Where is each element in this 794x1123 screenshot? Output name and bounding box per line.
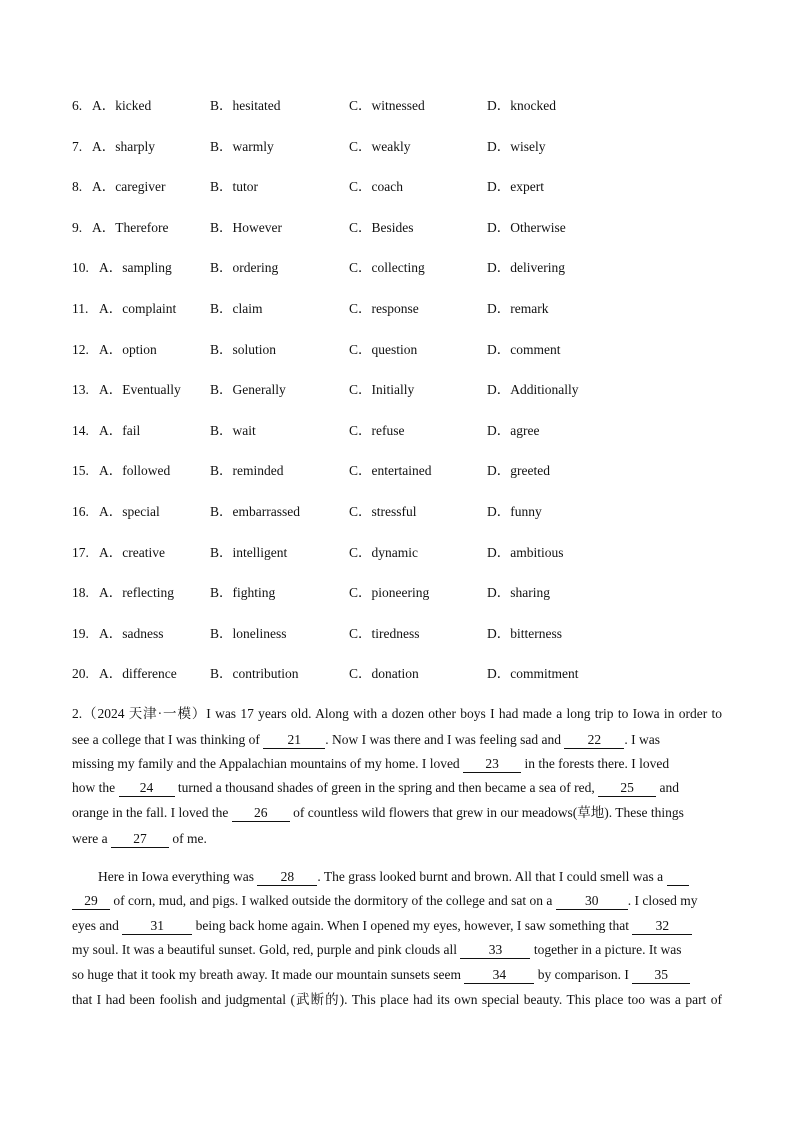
option-row xyxy=(72,461,732,481)
option-d: D．wisely xyxy=(487,138,546,154)
question-number: 13. xyxy=(72,382,89,398)
passage-line xyxy=(72,778,679,798)
question-number: 19. xyxy=(72,625,89,641)
question-number: 17. xyxy=(72,544,89,560)
blank-29: 29 xyxy=(72,893,110,910)
option-a: A．creative xyxy=(99,544,165,560)
question-number: 12. xyxy=(72,341,89,357)
option-a: A．kicked xyxy=(92,98,152,113)
blank-31: 31 xyxy=(122,918,192,935)
passage-text: were a xyxy=(72,831,111,846)
passage-text: Here in Iowa everything was xyxy=(98,869,258,884)
option-c: C．weakly xyxy=(349,138,411,154)
blank-28: 28 xyxy=(257,869,317,886)
question-number: 6. xyxy=(72,98,83,113)
option-row xyxy=(72,299,732,319)
passage-text: my soul. It was a beautiful sunset. Gold, red, purple and pink clouds all xyxy=(72,942,461,957)
option-c: C．response xyxy=(349,301,419,316)
passage-text: of countless wild flowers that grew in our meadows(草地). These things xyxy=(289,805,684,820)
option-d: D．comment xyxy=(487,341,561,357)
option-d: D．ambitious xyxy=(487,544,564,560)
option-d: D．Otherwise xyxy=(487,219,566,235)
option-b: B．tutor xyxy=(210,179,259,195)
option-d: D．Additionally xyxy=(487,382,579,398)
passage-text: 2.（2024 天津·一模）I was 17 years old. Along with a dozen other boys I had made a long trip to Iowa in order to xyxy=(72,706,722,721)
option-b: B．contribution xyxy=(210,666,299,682)
question-number: 7. xyxy=(72,138,83,154)
option-c: C．stressful xyxy=(349,504,417,519)
blank-34: 34 xyxy=(464,967,534,984)
question-number: 16. xyxy=(72,504,89,519)
option-b: B．hesitated xyxy=(210,98,281,113)
blank-24: 24 xyxy=(119,780,175,797)
option-c: C．collecting xyxy=(349,260,425,276)
passage-text: eyes and xyxy=(72,918,123,933)
blank-35: 35 xyxy=(632,967,690,984)
blank-30: 30 xyxy=(556,893,628,910)
option-b: B．Generally xyxy=(210,382,286,398)
option-d: D．sharing xyxy=(487,585,550,601)
option-c: C．donation xyxy=(349,666,419,682)
passage-text: . The grass looked burnt and brown. All that I could smell was a xyxy=(317,869,667,884)
option-row xyxy=(72,624,732,644)
option-row xyxy=(72,421,732,441)
passage-text: so huge that it took my breath away. It made our mountain sunsets seem xyxy=(72,967,465,982)
passage-text: orange in the fall. I loved the xyxy=(72,805,232,820)
option-a: A．complaint xyxy=(99,301,177,316)
option-a: A．Eventually xyxy=(99,382,181,398)
passage-line xyxy=(98,867,689,887)
passage-text: turned a thousand shades of green in the spring and then became a sea of red, xyxy=(174,780,599,795)
option-a: A．option xyxy=(99,341,157,357)
option-c: C．Initially xyxy=(349,382,415,398)
option-d: D．delivering xyxy=(487,260,565,276)
passage-line xyxy=(72,940,682,960)
question-number: 15. xyxy=(72,463,89,479)
option-d: D．knocked xyxy=(487,98,556,113)
option-row xyxy=(72,96,732,116)
passage-line xyxy=(72,704,722,724)
option-b: B．wait xyxy=(210,422,256,438)
option-row xyxy=(72,137,732,157)
option-c: C．coach xyxy=(349,179,403,195)
option-row xyxy=(72,340,732,360)
blank-29-start xyxy=(667,869,689,886)
option-row xyxy=(72,664,732,684)
option-b: B．solution xyxy=(210,341,277,357)
option-row xyxy=(72,502,732,522)
passage-text: that I had been foolish and judgmental (武断的). This place had its own special beauty. This place too was a part of xyxy=(72,992,722,1007)
passage-text: . I closed my xyxy=(627,893,698,908)
option-c: C．question xyxy=(349,341,418,357)
question-number: 10. xyxy=(72,260,89,276)
passage-line xyxy=(72,829,207,849)
passage-text: of me. xyxy=(168,831,207,846)
question-number: 18. xyxy=(72,585,89,601)
option-d: D．remark xyxy=(487,301,549,316)
question-number: 11. xyxy=(72,301,89,316)
option-b: B．fighting xyxy=(210,585,276,601)
passage-line xyxy=(72,754,669,774)
question-number: 9. xyxy=(72,219,83,235)
option-a: A．special xyxy=(99,504,160,519)
blank-21: 21 xyxy=(263,732,325,749)
option-b: B．intelligent xyxy=(210,544,288,560)
passage-text: see a college that I was thinking of xyxy=(72,732,264,747)
passage-text: . I was xyxy=(624,732,660,747)
option-row xyxy=(72,258,732,278)
blank-23: 23 xyxy=(463,756,521,773)
passage-text: in the forests there. I loved xyxy=(521,756,670,771)
blank-22: 22 xyxy=(564,732,624,749)
option-d: D．bitterness xyxy=(487,625,562,641)
option-row xyxy=(72,583,732,603)
option-b: B．reminded xyxy=(210,463,284,479)
passage-text: by comparison. I xyxy=(534,967,633,982)
option-a: A．fail xyxy=(99,422,141,438)
option-row xyxy=(72,380,732,400)
option-b: B．embarrassed xyxy=(210,504,300,519)
option-row xyxy=(72,218,732,238)
option-c: C．refuse xyxy=(349,422,405,438)
passage-line xyxy=(72,990,722,1010)
option-d: D．agree xyxy=(487,422,540,438)
option-a: A．caregiver xyxy=(92,179,166,195)
question-number: 14. xyxy=(72,422,89,438)
option-b: B．warmly xyxy=(210,138,274,154)
passage-line xyxy=(72,891,698,911)
passage-text: and xyxy=(656,780,679,795)
option-row xyxy=(72,177,732,197)
passage-line xyxy=(72,803,684,823)
option-b: B．loneliness xyxy=(210,625,287,641)
option-d: D．greeted xyxy=(487,463,550,479)
option-c: C．dynamic xyxy=(349,544,418,560)
option-c: C．pioneering xyxy=(349,585,430,601)
passage-text: together in a picture. It was xyxy=(530,942,682,957)
passage-line xyxy=(72,916,692,936)
option-a: A．sadness xyxy=(99,625,164,641)
question-number: 20. xyxy=(72,666,89,682)
blank-32: 32 xyxy=(632,918,692,935)
option-c: C．entertained xyxy=(349,463,432,479)
passage-text: being back home again. When I opened my eyes, however, I saw something that xyxy=(192,918,633,933)
option-a: A．followed xyxy=(99,463,171,479)
passage-line xyxy=(72,965,690,985)
option-b: B．claim xyxy=(210,301,263,316)
option-row xyxy=(72,543,732,563)
option-d: D．expert xyxy=(487,179,544,195)
question-number: 8. xyxy=(72,179,83,195)
option-c: C．tiredness xyxy=(349,625,420,641)
option-d: D．commitment xyxy=(487,666,579,682)
option-a: A．sampling xyxy=(99,260,172,276)
option-c: C．Besides xyxy=(349,219,414,235)
passage-text: how the xyxy=(72,780,119,795)
blank-26: 26 xyxy=(232,805,290,822)
option-c: C．witnessed xyxy=(349,98,425,113)
option-b: B．ordering xyxy=(210,260,279,276)
passage-text: missing my family and the Appalachian mountains of my home. I loved xyxy=(72,756,464,771)
option-b: B．However xyxy=(210,219,282,235)
blank-33: 33 xyxy=(460,942,530,959)
option-a: A．difference xyxy=(99,666,177,682)
option-a: A．sharply xyxy=(92,138,155,154)
blank-25: 25 xyxy=(598,780,656,797)
option-a: A．reflecting xyxy=(99,585,174,601)
blank-27: 27 xyxy=(111,831,169,848)
passage-text: of corn, mud, and pigs. I walked outside the dormitory of the college and sat on a xyxy=(110,893,556,908)
option-a: A．Therefore xyxy=(92,219,169,235)
option-d: D．funny xyxy=(487,504,542,519)
passage-line xyxy=(72,730,660,750)
passage-text: . Now I was there and I was feeling sad and xyxy=(325,732,565,747)
